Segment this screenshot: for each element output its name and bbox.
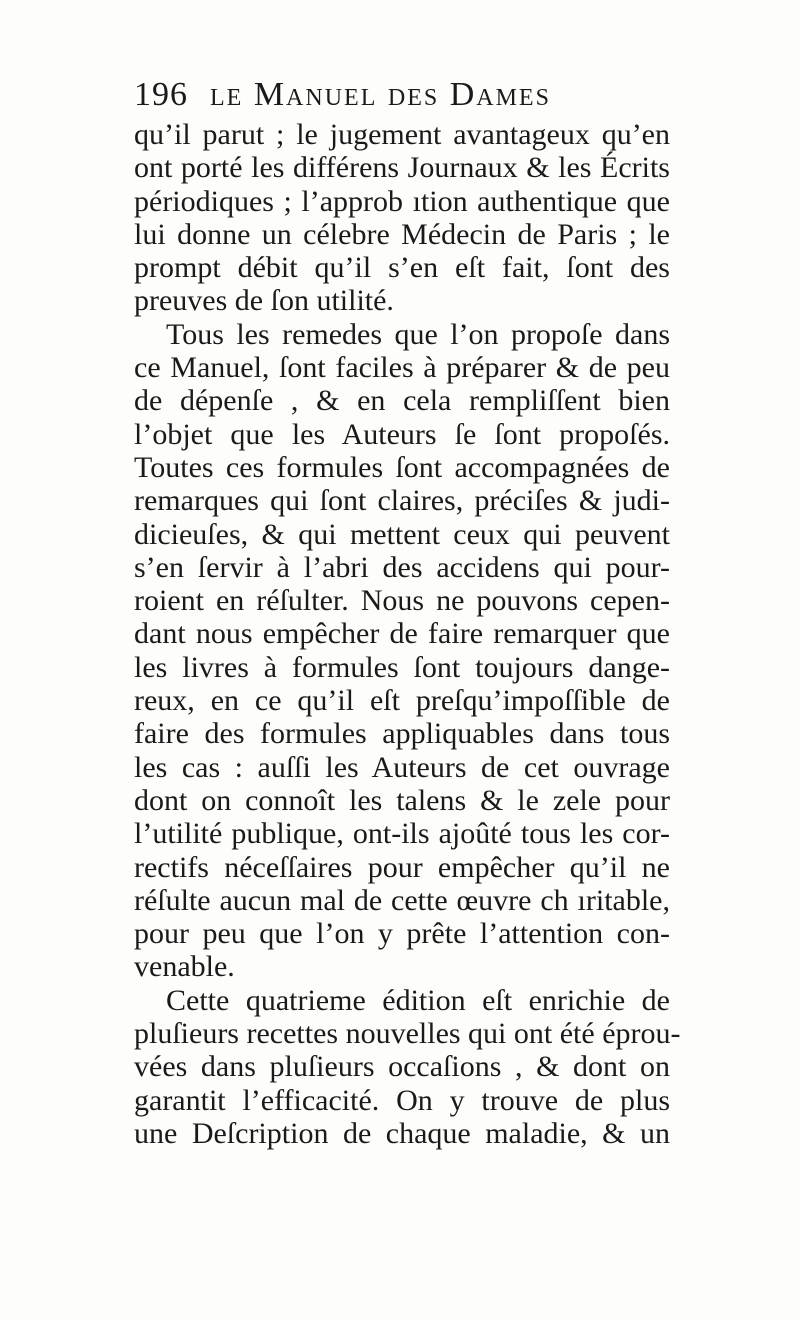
text-line: vées dans pluſieurs occaſions , & dont on — [134, 1050, 670, 1084]
text-line: pour peu que l’on y prête l’attention con- — [134, 917, 670, 951]
text-line: qu’il parut ; le jugement avantageux qu’en — [134, 118, 670, 151]
text-line: garantit l’efficacité. On y trouve de plus — [134, 1083, 670, 1117]
text-line: remarques qui ſont claires, préciſes & judi- — [134, 484, 670, 518]
page-header — [134, 76, 674, 116]
text-line: l’utilité publique, ont-ils ajoûté tous les cor- — [134, 817, 670, 851]
text-line: lui donne un célebre Médecin de Paris ; le — [134, 217, 670, 251]
text-line: Toutes ces formules ſont accompagnées de — [134, 450, 670, 484]
text-line: roient en réſulter. Nous ne pouvons cepen- — [134, 584, 670, 618]
text-line: faire des formules appliquables dans tous — [134, 717, 670, 751]
text-line: reux, en ce qu’il eſt preſqu’impoſſible de — [134, 684, 670, 718]
text-line: réſulte aucun mal de cette œuvre ch ıritable, — [134, 883, 670, 917]
text-line: Tous les remedes que l’on propoſe dans — [166, 317, 670, 351]
text-line: ce Manuel, ſont faciles à préparer & de peu — [134, 351, 670, 385]
text-line: ont porté les différens Journaux & les Écrits — [134, 151, 670, 185]
page-number: 196 — [134, 76, 188, 113]
text-line: pluſieurs recettes nouvelles qui ont été éprou- — [134, 1017, 681, 1051]
body-text — [134, 118, 681, 1150]
text-line: s’en ſervir à l’abri des accidens qui pour- — [134, 550, 670, 584]
text-line: périodiques ; l’approb ıtion authentique que — [134, 184, 670, 218]
paragraph-1 — [134, 118, 670, 318]
text-line: rectifs néceſſaires pour empêcher qu’il ne — [134, 850, 670, 884]
text-line: les livres à formules ſont toujours dange- — [134, 650, 670, 684]
paragraph-2 — [134, 318, 670, 984]
text-line: preuves de ſon utilité. — [134, 284, 394, 318]
text-line: l’objet que les Auteurs ſe ſont propoſés. — [134, 417, 670, 451]
text-line: dicieuſes, & qui mettent ceux qui peuvent — [134, 517, 670, 551]
text-line: une Deſcription de chaque maladie, & un — [134, 1116, 670, 1150]
text-line: Cette quatrieme édition eſt enrichie de — [166, 983, 670, 1017]
paragraph-3 — [134, 983, 681, 1150]
text-line: dont on connoît les talens & le zele pour — [134, 783, 670, 817]
text-line: de dépenſe , & en cela rempliſſent bien — [134, 384, 670, 418]
text-line: les cas : auſſi les Auteurs de cet ouvrage — [134, 750, 670, 784]
text-line: dant nous empêcher de faire remarquer que — [134, 617, 670, 651]
text-line: venable. — [134, 950, 235, 984]
running-title: le Manuel des Dames — [210, 76, 551, 113]
text-line: prompt débit qu’il s’en eſt fait, ſont des — [134, 251, 670, 285]
